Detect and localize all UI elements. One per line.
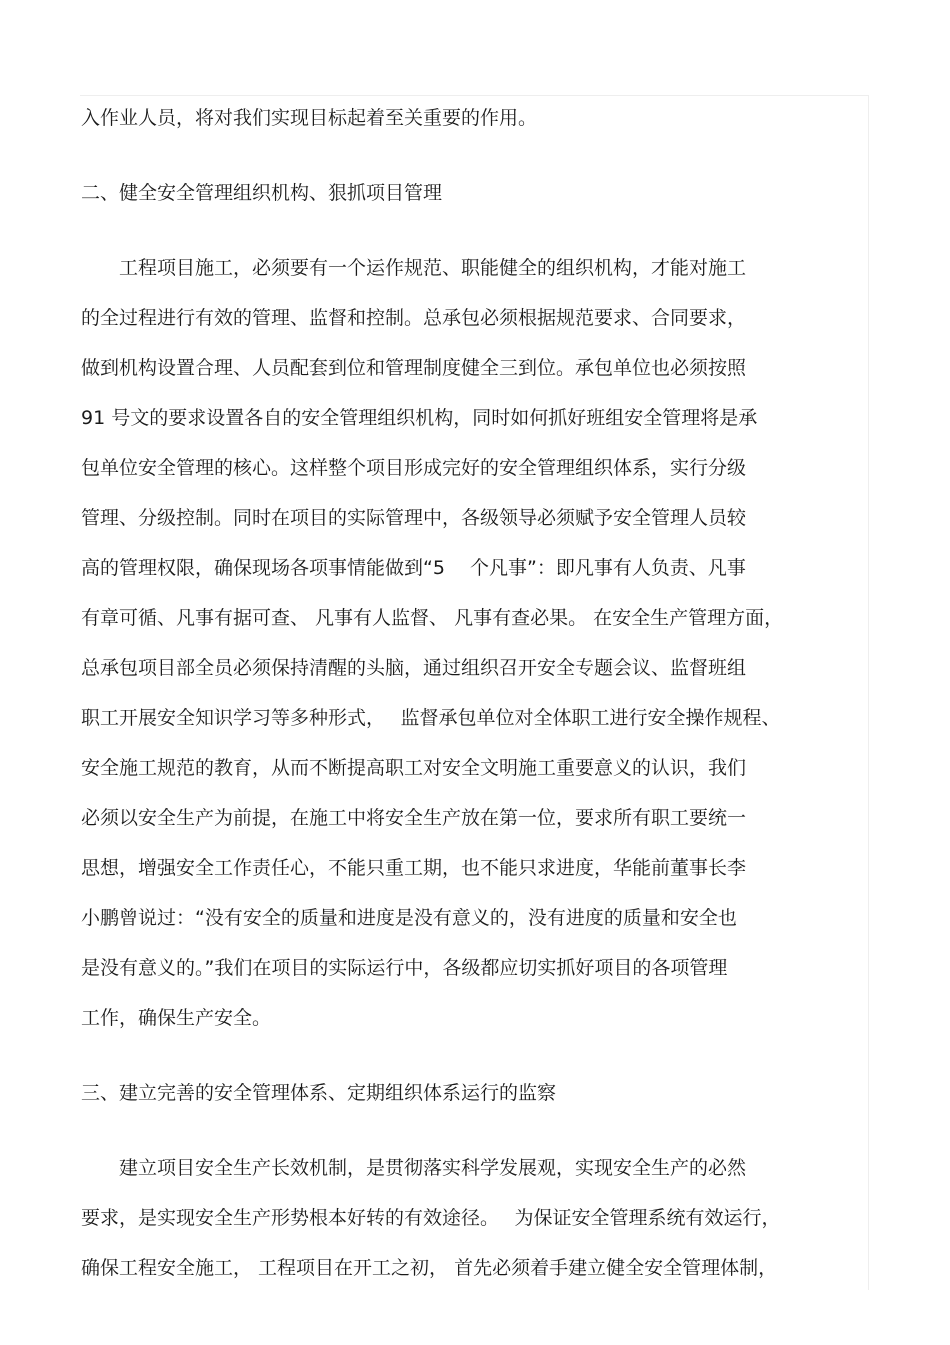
page-border-top	[80, 95, 869, 96]
text-line: 安全施工规范的教育，从而不断提高职工对安全文明施工重要意义的认识，我们	[81, 757, 747, 779]
text-line: 小鹏曾说过：“没有安全的质量和进度是没有意义的，没有进度的质量和安全也	[81, 907, 737, 929]
text-line: 建立项目安全生产长效机制，是贯彻落实科学发展观，实现安全生产的必然	[81, 1157, 747, 1179]
text-line: 思想，增强安全工作责任心，不能只重工期，也不能只求进度，华能前董事长李	[81, 857, 747, 879]
text-line: 的全过程进行有效的管理、监督和控制。总承包必须根据规范要求、合同要求，	[81, 307, 747, 329]
text-line: 高的管理权限，确保现场各项事情能做到“5 个凡事”：即凡事有人负责、凡事	[81, 557, 746, 579]
text-line: 工程项目施工，必须要有一个运作规范、职能健全的组织机构，才能对施工	[81, 257, 747, 279]
text-line: 91 号文的要求设置各自的安全管理组织机构，同时如何抓好班组安全管理将是承	[81, 407, 758, 429]
text-line: 工作，确保生产安全。	[81, 1007, 272, 1029]
text-line: 职工开展安全知识学习等多种形式， 监督承包单位对全体职工进行安全操作规程、	[81, 707, 781, 729]
text-line: 管理、分级控制。同时在项目的实际管理中，各级领导必须赋予安全管理人员较	[81, 507, 747, 529]
section-heading: 三、建立完善的安全管理体系、定期组织体系运行的监察	[81, 1082, 557, 1104]
text-line: 包单位安全管理的核心。这样整个项目形成完好的安全管理组织体系，实行分级	[81, 457, 747, 479]
text-line: 有章可循、凡事有据可查、 凡事有人监督、 凡事有查必果。 在安全生产管理方面，	[81, 607, 784, 629]
page-border-right	[868, 95, 869, 1290]
text-line: 确保工程安全施工， 工程项目在开工之初， 首先必须着手建立健全安全管理体制，	[81, 1257, 778, 1279]
text-line: 要求，是实现安全生产形势根本好转的有效途径。 为保证安全管理系统有效运行，	[81, 1207, 781, 1229]
text-line: 做到机构设置合理、人员配套到位和管理制度健全三到位。承包单位也必须按照	[81, 357, 747, 379]
section-heading: 二、健全安全管理组织机构、狠抓项目管理	[81, 182, 443, 204]
text-line: 总承包项目部全员必须保持清醒的头脑，通过组织召开安全专题会议、监督班组	[81, 657, 747, 679]
text-line: 必须以安全生产为前提，在施工中将安全生产放在第一位，要求所有职工要统一	[81, 807, 747, 829]
text-line: 是没有意义的。”我们在项目的实际运行中，各级都应切实抓好项目的各项管理	[81, 957, 728, 979]
text-line: 入作业人员，将对我们实现目标起着至关重要的作用。	[81, 107, 538, 129]
